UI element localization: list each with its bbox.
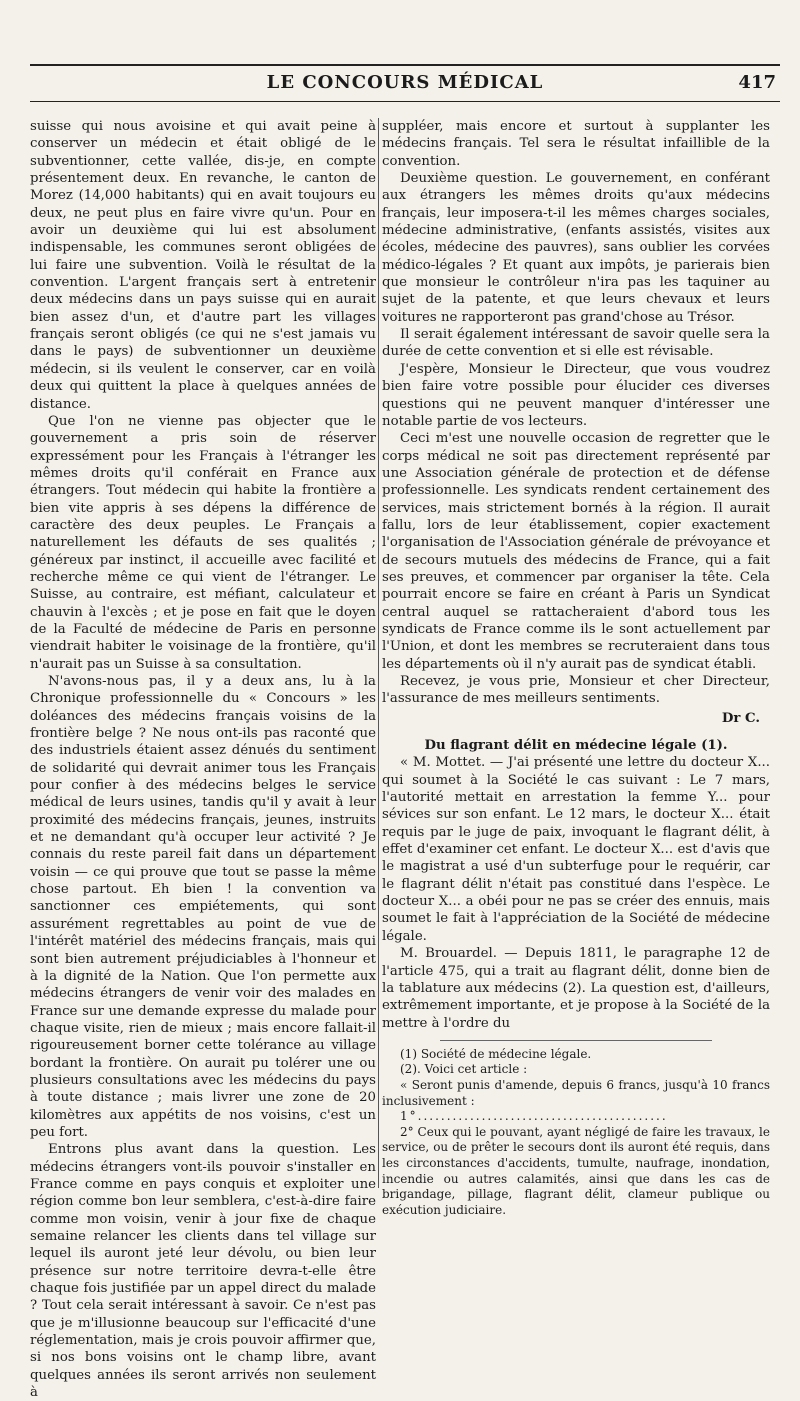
page-header — [30, 72, 780, 96]
paragraph: M. Brouardel. — Depuis 1811, le paragraphe 12 de l'article 475, qui a trait au flagrant délit, donne bien de la tablature aux médecins (2). La question est, d'ailleurs, extrêmement importante, et je propose à la Société de la mettre à l'ordre du — [382, 946, 770, 1031]
paragraph: Que l'on ne vienne pas objecter que le gouvernement a pris soin de réserver expressément pour les Français à l'étranger les mêmes droits qu'il conférait en France aux étrangers. Tout médecin qui habite la frontière a bien vite appris à ses dépens la différence de caractère des deux peuples. Le Français a naturellement les défauts de ses qualités ; généreux par instinct, il accueille avec facilité et recherche même ce qui vient de l'étranger. Le Suisse, au contraire, est méfiant, calculateur et chauvin à l'excès ; et je pose en fait que le doyen de la Faculté de médecine de Paris en personne viendrait habiter le voisinage de la frontière, qu'il n'aurait pas un Suisse à sa consultation. — [30, 413, 376, 672]
paragraph: Deuxième question. Le gouvernement, en conférant aux étrangers les mêmes droits qu'aux médecins français, leur imposera-t-il les mêmes charges sociales, médecine administrative, (enfants assistés, visites aux écoles, médecine des pauvres), sans oublier les corvées médico-légales ? Et quant aux impôts, je parierais bien que monsieur le contrôleur n'ira pas les taquiner au sujet de la patente, et que leurs chevaux et leurs voitures ne rapporteront pas grand'chose au Trésor. — [382, 171, 770, 325]
footnote: « Seront punis d'amende, depuis 6 francs, jusqu'à 10 francs inclusivement : — [382, 1078, 770, 1108]
paragraph: Ceci m'est une nouvelle occasion de regretter que le corps médical ne soit pas directement représenté par une Association générale de protection et de défense professionnelle. Les syndicats rendent certainement des services, mais strictement bornés à la région. Il aurait fallu, lors de leur établissement, copier exactement l'organisation de l'Association générale de prévoyance et de secours mutuels des médecins de France, qui a fait ses preuves, et commencer par organiser la tête. Cela pourrait encore se faire en créant à Paris un Syndicat central auquel se rattacheraient d'abord tous les syndicats de France comme ils le sont actuellement par l'Union, et dont les membres se recruteraient dans tous les départements où il n'y aurait pas de syndicat établi. — [382, 431, 770, 672]
journal-title: LE CONCOURS MÉDICAL — [266, 72, 544, 93]
footnote: (1) Société de médecine légale. — [400, 1046, 592, 1061]
paragraph: Entrons plus avant dans la question. Les médecins étrangers vont-ils pouvoir s'installer en France comme en pays conquis et exploiter une région comme bon leur semblera, c'est-à-dire faire comme mon voisin, venir à jour fixe de chaque semaine relancer les clients dans tel village sur lequel ils auront jeté leur dévolu, ou bien leur présence sur notre territoire devra-t-elle être chaque fois justifiée par un appel direct du malade ? Tout cela serait intéressant à savoir. Ce n'est pas que je m'illusionne beaucoup sur l'efficacité d'une réglementation, mais je crois pouvoir affirmer que, si nos bons voisins ont le champ libre, avant quelques années ils seront arrivés non seulement à — [30, 1142, 376, 1401]
paragraph: Il serait également intéressant de savoir quelle sera la durée de cette convention et si elle est révisable. — [382, 327, 770, 360]
left-column — [30, 118, 376, 1401]
paragraph: suisse qui nous avoisine et qui avait peine à conserver un médecin et était obligé de le subventionner, cette vallée, dis-je, en compte présentement deux. En revanche, le canton de Morez (14,000 habitants) qui en avait toujours eu deux, ne peut plus en faire vivre qu'un. Pour en avoir un deuxième qui lui est absolument indispensable, les communes seront obligées de lui faire une subvention. Voilà le résultat de la convention. L'argent français sert à entretenir deux médecins dans un pays suisse qui en aurait bien assez d'un, et d'autre part les villages français seront obligés (ce qui ne s'est jamais vu dans le pays) de subventionner un deuxième médecin, si ils veulent le conserver, car en voilà deux qui quittent la place à quelques années de distance. — [30, 119, 376, 412]
footnote: 2° Ceux qui le pouvant, ayant négligé de faire les travaux, le service, ou de prêter le secours dont ils auront été requis, dans les circonstances d'accidents, tumulte, naufrage, inondation, incendie ou autres calamités, ainsi que dans les cas de brigandage, pillage, flagrant délit, clameur publique ou exécution judiciaire. — [382, 1124, 770, 1217]
top-rule — [30, 64, 780, 66]
paragraph: « M. Mottet. — J'ai présenté une lettre du docteur X... qui soumet à la Société le cas suivant : Le 7 mars, l'autorité mettait en arrestation la femme Y... pour sévices sur son enfant. Le 12 mars, le docteur X... était requis par le juge de paix, invoquant le flagrant délit, à effet d'examiner cet enfant. Le docteur X... est d'avis que le magistrat a usé d'un subterfuge pour le requérir, car le flagrant délit n'était pas constitué dans l'espèce. Le docteur X... a obéi pour ne pas se créer des ennuis, mais soumet le fait à l'appréciation de la Société de médecine légale. — [382, 755, 770, 944]
footnote: (2). Voici cet article : — [400, 1062, 528, 1077]
page-number: 417 — [738, 72, 776, 93]
paragraph: Recevez, je vous prie, Monsieur et cher Directeur, l'assurance de mes meilleurs sentiments. — [382, 674, 770, 707]
section-title: Du flagrant délit en médecine légale (1). — [424, 738, 728, 754]
footnote-rule — [440, 1040, 712, 1041]
paragraph: N'avons-nous pas, il y a deux ans, lu à la Chronique professionnelle du « Concours » les doléances des médecins français voisins de la frontière belge ? Ne nous ont-ils pas raconté que des industriels étaient assez dénués du sentiment de solidarité qui devrait animer tous les Français pour confier à des médecins belges le service médical de leurs usines, tandis qu'il y avait à leur proximité des médecins français, jeunes, instruits et ne demandant qu'à occuper leur activité ? Je connais du reste pareil fait dans un département voisin — ce qui prouve que tout se passe la même chose partout. Eh bien ! la convention va sanctionner ces empiétements, qui sont assurément regrettables au point de vue de l'intérêt matériel des médecins français, mais qui sont bien autrement préjudiciables à l'honneur et à la dignité de la Nation. Que l'on permette aux médecins étrangers de venir voir des malades en France sur une demande expresse du malade pour chaque visite, rien de mieux ; mais encore fallait-il rigoureusement borner cette tolérance au village bordant la frontière. On aurait pu tolérer une ou plusieurs consultations avec les médecins du pays à toute distance ; mais livrer une zone de 20 kilomètres aux appétits de nos voisins, c'est un peu fort. — [30, 674, 376, 1140]
signature: Dr C. — [721, 710, 760, 726]
footnote: 1°........................................... — [400, 1109, 668, 1124]
header-rule — [30, 101, 780, 102]
right-column — [382, 118, 770, 1218]
paragraph: J'espère, Monsieur le Directeur, que vous voudrez bien faire votre possible pour élucider ces diverses questions qui ne peuvent manquer d'intéresser une notable partie de vos lecteurs. — [382, 361, 770, 429]
column-divider — [378, 118, 379, 1188]
paragraph: suppléer, mais encore et surtout à supplanter les médecins français. Tel sera le résultat infaillible de la convention. — [382, 119, 770, 169]
